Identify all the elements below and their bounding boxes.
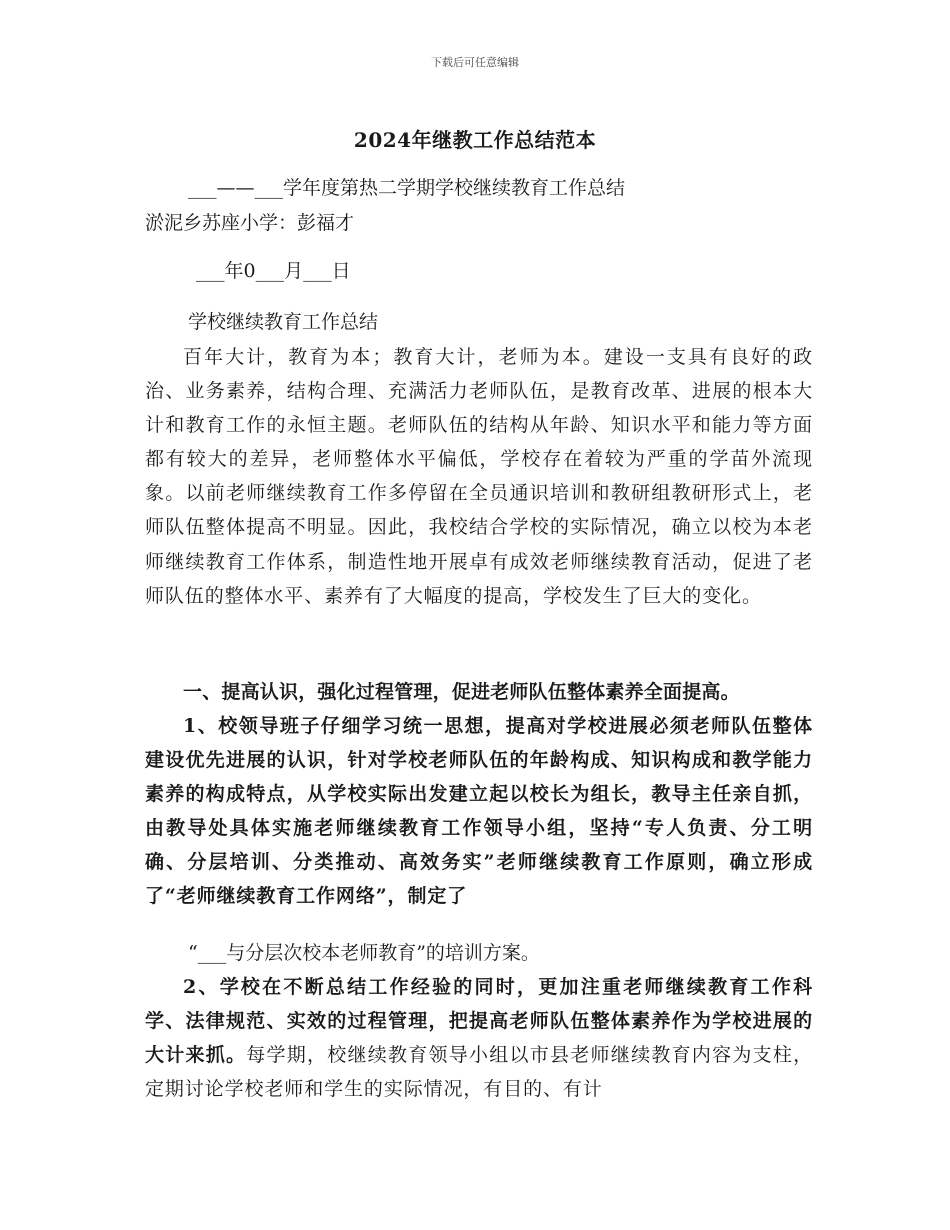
header-note: 下载后可任意编辑 xyxy=(431,56,519,69)
item-2-paragraph xyxy=(145,970,813,1106)
item-2-text: 每学期，校继续教育领导小组以市县老师继续教育内容为支柱，定期讨论学校老师和学生的实际情况，有目的、有计 xyxy=(145,1044,813,1101)
item-2-bold-text: 2、学校在不断总结工作经验的同时，更加注重老师继续教育工作科学、法律规范、实效的过程管理，把提高老师队伍整体素养作为学校进展的大计来抓。 xyxy=(145,976,813,1067)
section-title: 学校继续教育工作总结 xyxy=(188,311,379,333)
item-1-paragraph: 1、校领导班子仔细学习统一思想，提高对学校进展必须老师队伍整体建设优先进展的认识，针对学校老师队伍的年龄构成、知识构成和教学能力素养的构成特点，从学校实际出发建立起以校长为组长，教导主任亲自抓，由教导处具体实施老师继续教育工作领导小组，坚持“专人负责、分工明确、分层培训、分类推动、高效务实”老师继续教育工作原则，确立形成了“老师继续教育工作网络”，制定了 xyxy=(145,715,813,908)
intro-paragraph: 百年大计，教育为本；教育大计，老师为本。建设一支具有良好的政治、业务素养，结构合理、充满活力老师队伍，是教育改革、进展的根本大计和教育工作的永恒主题。老师队伍的结构从年龄、知识水平和能力等方面都有较大的差异，老师整体水平偏低，学校存在着较为严重的学苗外流现象。以前老师继续教育工作多停留在全员通识培训和教研组教研形式上，老师队伍整体提高不明显。因此，我校结合学校的实际情况，确立以校为本老师继续教育工作体系，制造性地开展卓有成效老师继续教育活动，促进了老师队伍的整体水平、素养有了大幅度的提高，学校发生了巨大的变化。 xyxy=(145,346,813,607)
heading-1: 一、提高认识，强化过程管理，促进老师队伍整体素养全面提高。 xyxy=(183,681,740,703)
document-subtitle: ___——___学年度第热二学期学校继续教育工作总结 xyxy=(188,177,626,199)
item-1-tail: “___与分层次校本老师教育”的培训方案。 xyxy=(188,942,540,964)
author-line: 淤泥乡苏座小学：彭福才 xyxy=(145,212,355,234)
document-title: 2024年继教工作总结范本 xyxy=(353,128,597,152)
date-line: ___年0___月___日 xyxy=(196,260,351,282)
